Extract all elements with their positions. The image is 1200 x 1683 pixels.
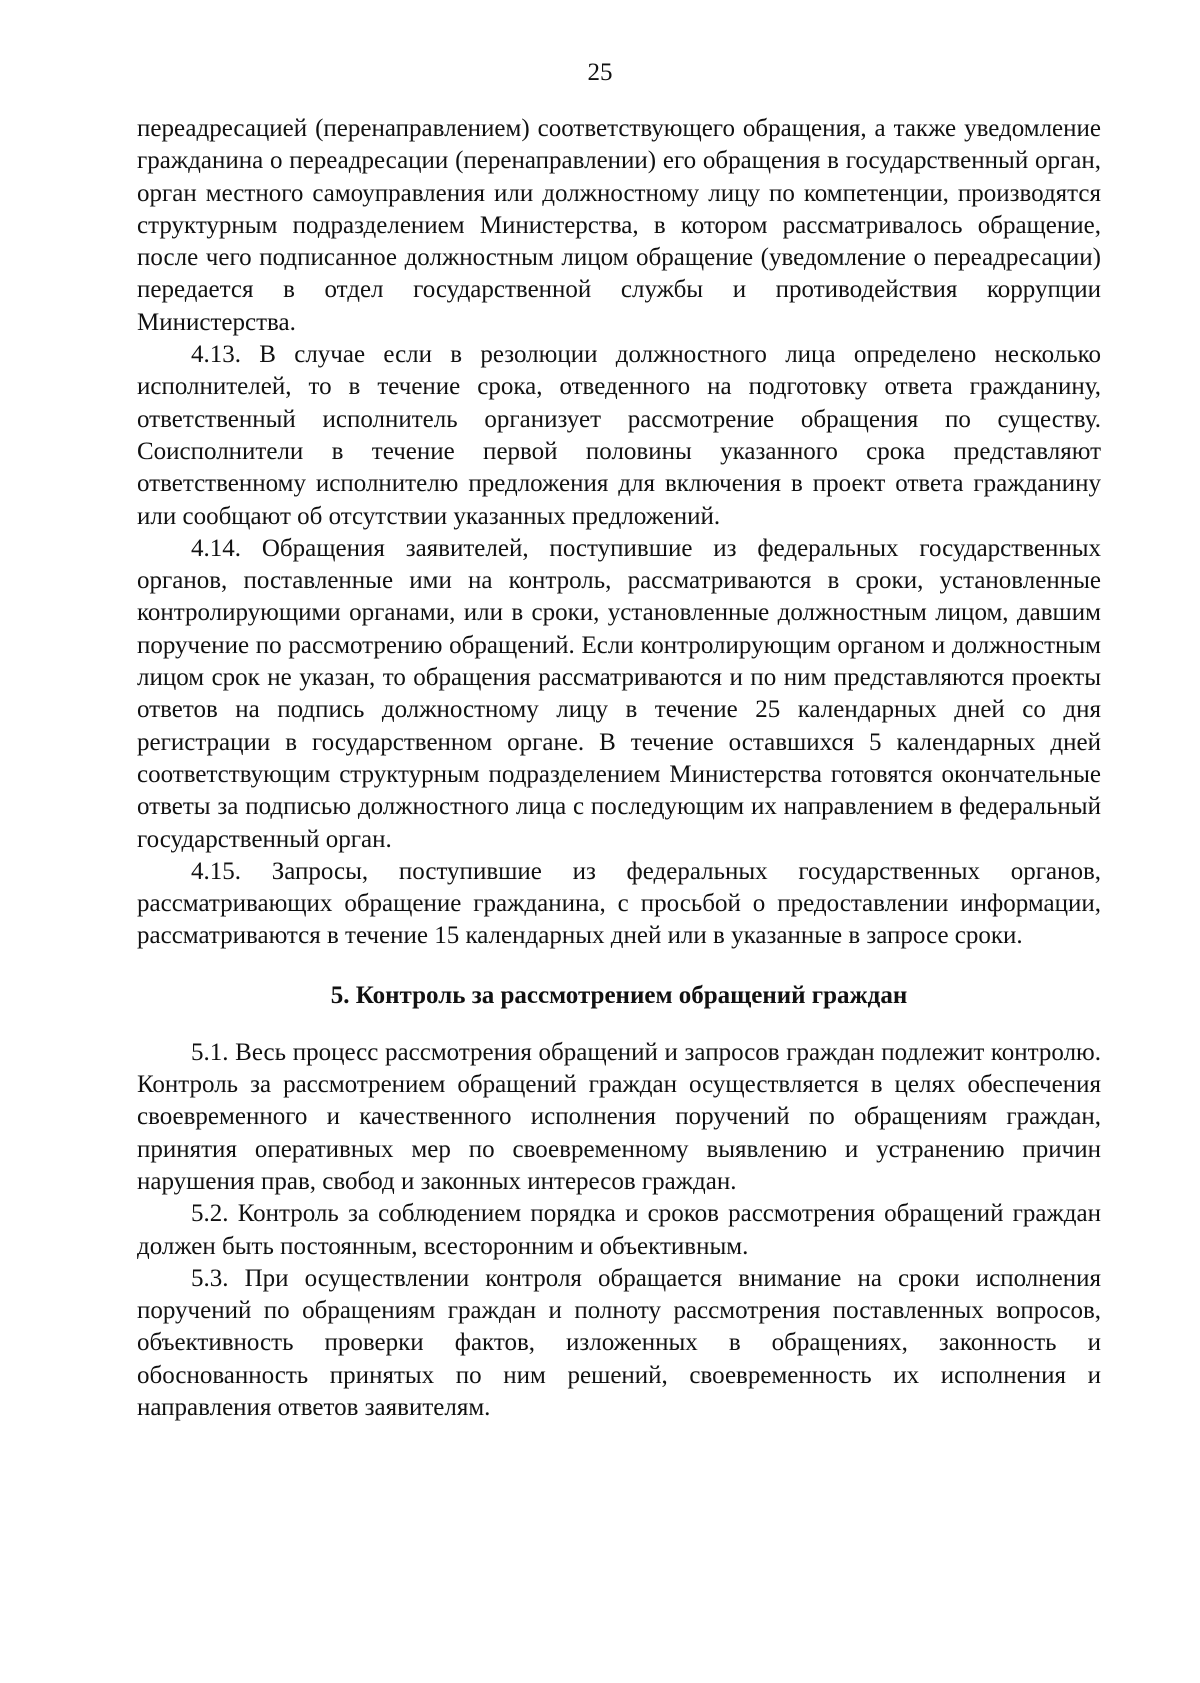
page-number: 25 — [587, 59, 613, 86]
paragraph-4-13: 4.13. В случае если в резолюции должностного лица определено несколько исполнителей, то в течение срока, отведенного на подготовку ответа гражданину, ответственный исполнитель организует рассмотрение обращения по существу. Соисполнители в течение первой половины указанного срока представляют ответственному исполнителю предложения для включения в проект ответа гражданину или сообщают об отсутствии указанных предложений. — [137, 341, 1101, 530]
paragraph-4-14: 4.14. Обращения заявителей, поступившие из федеральных государственных органов, поставленные ими на контроль, рассматриваются в сроки, установленные контролирующими органами, или в сроки, установленные должностным лицом, давшим поручение по рассмотрению обращений. Если контролирующим органом и должностным лицом срок не указан, то обращения рассматриваются и по ним представляются проекты ответов на подпись должностному лицу в течение 25 календарных дней со дня регистрации в государственном органе. В течение оставшихся 5 календарных дней соответствующим структурным подразделением Министерства готовятся окончательные ответы за подписью должностного лица с последующим их направлением в федеральный государственный орган. — [137, 534, 1101, 853]
document-body — [137, 113, 1101, 1424]
paragraph-5-2: 5.2. Контроль за соблюдением порядка и сроков рассмотрения обращений граждан должен быть постоянным, всесторонним и объективным. — [137, 1200, 1101, 1260]
paragraph-5-3: 5.3. При осуществлении контроля обращается внимание на сроки исполнения поручений по обращениям граждан и полноту рассмотрения поставленных вопросов, объективность проверки фактов, изложенных в обращениях, законность и обоснованность принятых по ним решений, своевременность их исполнения и направления ответов заявителям. — [137, 1264, 1101, 1421]
paragraph-5-1: 5.1. Весь процесс рассмотрения обращений и запросов граждан подлежит контролю. Контроль за рассмотрением обращений граждан осуществляется в целях обеспечения своевременного и качественного исполнения поручений по обращениям граждан, принятия оперативных мер по своевременному выявлению и устранению причин нарушения прав, свобод и законных интересов граждан. — [137, 1038, 1101, 1195]
paragraph-4-15: 4.15. Запросы, поступившие из федеральных государственных органов, рассматривающих обращение гражданина, с просьбой о предоставлении информации, рассматриваются в течение 15 календарных дней или в указанные в запросе сроки. — [137, 857, 1101, 950]
section-heading: 5. Контроль за рассмотрением обращений граждан — [330, 981, 908, 1009]
paragraph-continuation: переадресацией (перенаправлением) соответствующего обращения, а также уведомление гражданина о переадресации (перенаправлении) его обращения в государственный орган, орган местного самоуправления или должностному лицу по компетенции, производятся структурным подразделением Министерства, в котором рассматривалось обращение, после чего подписанное должностным лицом обращение (уведомление о переадресации) передается в отдел государственной службы и противодействия коррупции Министерства. — [137, 115, 1101, 336]
